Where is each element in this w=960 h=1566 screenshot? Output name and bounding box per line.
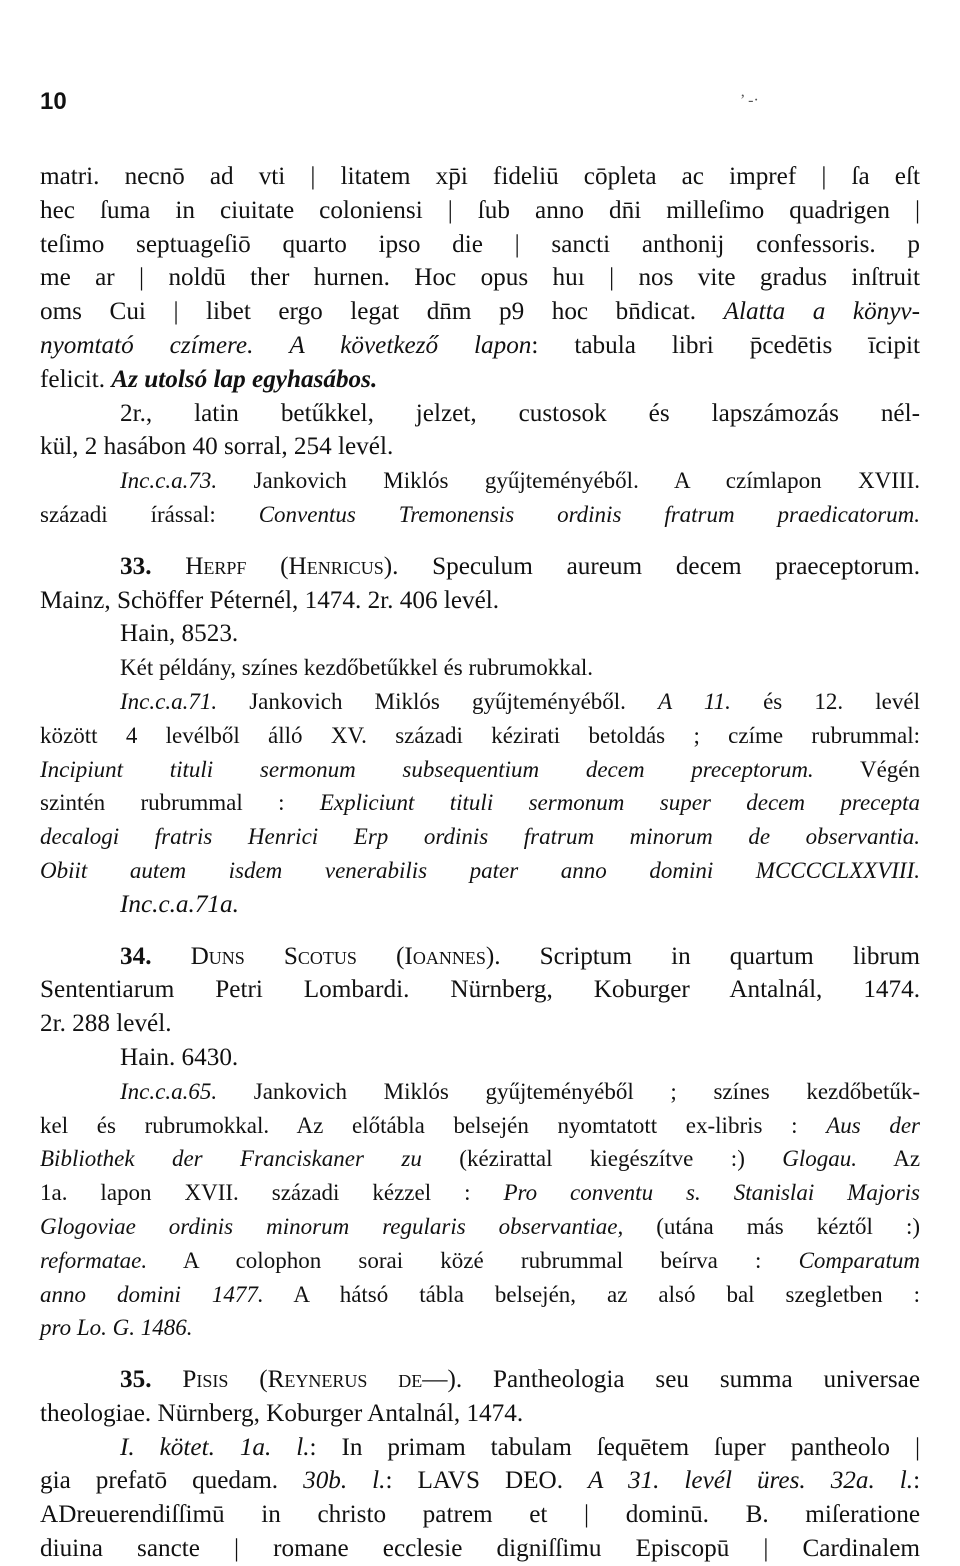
text-span: és 12. levél (763, 688, 920, 714)
italic-span: Expliciunt tituli sermonum super decem precepta (319, 790, 920, 816)
text-line (40, 888, 920, 922)
italic-span: A 11. (658, 688, 731, 714)
text-line (40, 1244, 920, 1278)
text-span: századi írással: (40, 501, 216, 527)
text-span: : In primam tabulam ſequētem ſuper pantheolo | (309, 1433, 921, 1461)
text-line: diuina sancte | romane ecclesie digniſſimu Episcopū | Cardinalem (40, 1535, 920, 1563)
text-line (40, 1109, 920, 1143)
text-line: kül, 2 hasábon 40 sorral, 254 levél. (40, 433, 394, 461)
italic-span: 32a. l. (830, 1467, 914, 1495)
italic-span: A következő lapon (289, 331, 532, 359)
italic-span: Conventus Tremonensis ordinis fratrum praedicatorum. (258, 501, 921, 527)
text-line (40, 820, 920, 854)
text-line (40, 464, 920, 498)
text-span: Jankovich Miklós gyűjteményéből ; színes kezdőbetűk- (253, 1078, 920, 1104)
text-line (40, 498, 920, 532)
italic-span: A 31. levél üres. (588, 1467, 806, 1495)
text-line (40, 1278, 920, 1312)
text-span: kel és rubrumokkal. Az előtábla belsején nyomtatott ex-libris : (40, 1112, 798, 1138)
stray-mark: ’ ‐· (740, 92, 759, 109)
text-line (40, 786, 920, 820)
text-line: Mainz, Schöffer Péternél, 1474. 2r. 406 levél. (40, 586, 500, 614)
text-span: Jankovich Miklós gyűjteményéből. (249, 688, 626, 714)
text-span: 1a. lapon XVII. századi kézzel : (40, 1180, 471, 1206)
text-line (40, 685, 920, 719)
text-span: A colophon sorai közé rubrummal beírva : (183, 1247, 762, 1273)
text-span: (utána más kéztől :) (656, 1213, 920, 1239)
italic-span: Inc.c.a.71. (120, 688, 218, 714)
text-line (40, 1210, 920, 1244)
italic-span: Inc.c.a.65. (120, 1078, 218, 1104)
italic-span: pro Lo. G. 1486. (40, 1315, 193, 1341)
italic-span: anno domini 1477. (40, 1281, 264, 1307)
text-line (40, 1176, 920, 1210)
italic-span: Bibliothek der Franciskaner zu (40, 1146, 422, 1172)
spacer (40, 532, 920, 550)
spacer (40, 1345, 920, 1363)
italic-span: I. kötet. (120, 1433, 215, 1461)
italic-span: Obiit autem isdem venerabilis pater anno domini MCCCCLXXVIII. (40, 857, 920, 883)
text-line: Hain, 8523. (120, 620, 239, 648)
entry-author: Pisis (Reynerus de—). (182, 1366, 463, 1394)
text-span: szintén rubrummal : (40, 790, 285, 816)
text-line: 2r. 288 levél. (40, 1010, 172, 1038)
text-span: A hátsó tábla belsején, az alsó bal szegletben : (293, 1281, 921, 1307)
italic-span: Glogoviae ordinis minorum regularis observantiae, (40, 1213, 624, 1239)
italic-span: Inc.c.a.71a. (120, 890, 239, 918)
entry-number: 34. (120, 942, 152, 970)
italic-span: Comparatum (798, 1247, 920, 1273)
entry-author: Duns Scotus (Ioannes). (190, 942, 501, 970)
spacer (40, 922, 920, 940)
entry-number: 33. (120, 552, 152, 580)
entry-heading-line (40, 1363, 920, 1397)
text-span: (kézirattal kiegészítve :) (459, 1146, 745, 1172)
text-span: : LAVS DEO. (385, 1467, 564, 1495)
italic-span: Inc.c.a.73. (120, 468, 218, 494)
text-line: Hain. 6430. (120, 1043, 239, 1071)
text-line: ADreuerendiſſimū in christo patrem et | dominū. B. miſeratione (40, 1501, 920, 1529)
italic-span: Aus der (826, 1112, 921, 1138)
entry-heading-line (40, 940, 920, 974)
italic-span: decalogi fratris Henrici Erp ordinis fratrum minorum de observantia. (40, 824, 920, 850)
text-line: Két példány, színes kezdőbetűkkel és rubrumokkal. (120, 655, 594, 681)
text-line (40, 329, 920, 363)
text-line (40, 1075, 920, 1109)
text-line (40, 753, 920, 787)
italic-span: reformatae. (40, 1247, 148, 1273)
text-line (40, 1142, 920, 1176)
italic-span: 30b. l. (303, 1467, 386, 1495)
text-line (40, 1464, 920, 1498)
entry-heading-line (40, 550, 920, 584)
text-line: me ar | noldū ther hurnen. Hoc opus huı | nos vite gradus inſtruit (40, 264, 920, 292)
text-line: között 4 levélből álló XV. századi kézirati betoldás ; czíme rubrummal: (40, 722, 920, 748)
text-span: oms Cui | libet ergo legat dn̄m p9 hoc bn̄dicat. (40, 298, 697, 326)
entry-title: Speculum aureum decem praeceptorum. (432, 552, 921, 580)
text-line: hec ſuma in ciuitate coloniensi | ſub anno dn̄i milleſimo quadrigen | (40, 196, 920, 224)
text-span: : (913, 1467, 921, 1495)
italic-span: Alatta a könyv- (723, 298, 921, 326)
italic-span: 1a. l. (239, 1433, 310, 1461)
text-line (40, 295, 920, 329)
text-line: teſimo septuageſiō quarto ipso die | sancti anthonij confessoris. p (40, 230, 920, 258)
text-line (40, 1311, 920, 1345)
italic-span: Incipiunt tituli sermonum subsequentium decem preceptorum. (40, 756, 814, 782)
text-line: Sententiarum Petri Lombardi. Nürnberg, Koburger Antalnál, 1474. (40, 976, 920, 1004)
text-line (40, 1431, 920, 1465)
text-line: theologiae. Nürnberg, Koburger Antalnál, 1474. (40, 1399, 524, 1427)
entry-title: Scriptum in quartum librum (539, 942, 921, 970)
text-span: gia prefatō quedam. (40, 1467, 279, 1495)
bold-italic-span: Az utolsó lap egyhasábos. (111, 365, 378, 393)
italic-span: Glogau. (782, 1146, 858, 1172)
entry-number: 35. (120, 1366, 152, 1394)
text-span: : tabula libri p̄cedētis īcipit (531, 331, 920, 359)
italic-span: nyomtató czímere. (40, 331, 254, 359)
page-number: 10 (40, 88, 67, 115)
text-span: Az (893, 1146, 921, 1172)
entry-author: Herpf (Henricus). (185, 552, 399, 580)
text-span: Jankovich Miklós gyűjteményéből. A czímlapon XVIII. (253, 468, 920, 494)
text-line (40, 363, 920, 397)
text-line (40, 854, 920, 888)
text-span: Végén (859, 756, 921, 782)
text-line: 2r., latin betűkkel, jelzet, custosok és lapszámozás nél- (120, 399, 920, 427)
document-body (40, 160, 920, 1566)
text-line: matri. necnō ad vti | litatem xp̄i fideliū cōpleta ac impref | ſa eſt (40, 163, 920, 190)
entry-title: Pantheologia seu summa universae (493, 1366, 921, 1394)
text-span: felicit. (40, 365, 106, 393)
italic-span: Pro conventu s. Stanislai Majoris (503, 1180, 921, 1206)
